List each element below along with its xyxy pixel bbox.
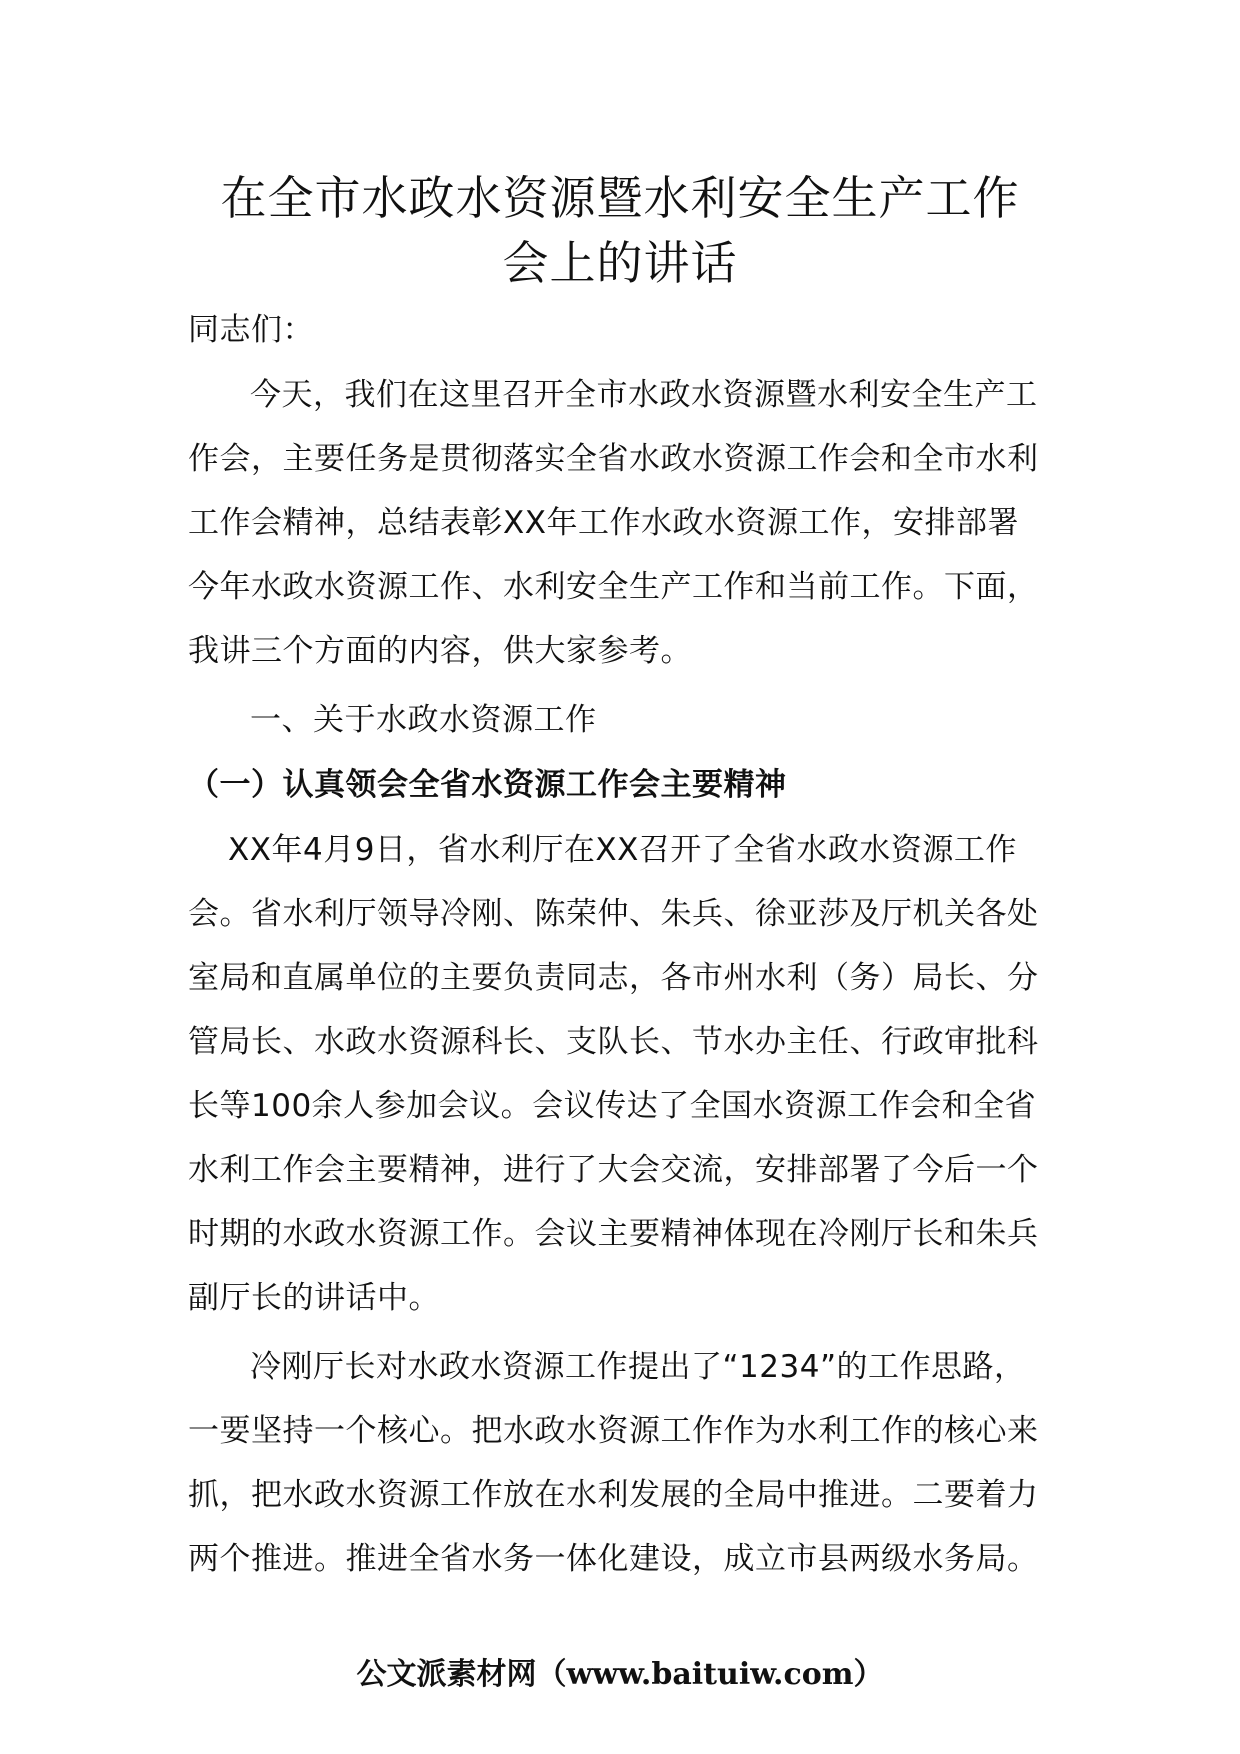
paragraph-1 [188, 363, 1064, 683]
paragraph-line: 今年水政水资源工作、水利安全生产工作和当前工作。下面， [188, 569, 1039, 605]
document-title-line-2: 会上的讲话 [502, 236, 738, 290]
paragraph-line: 工作会精神，总结表彰XX年工作水政水资源工作，安排部署 [188, 505, 1019, 541]
paragraph-2 [188, 818, 1064, 1330]
paragraph-line: 抓，把水政水资源工作放在水利发展的全局中推进。二要着力 [188, 1477, 1039, 1513]
paragraph-line: XX年4月9日，省水利厅在XX召开了全省水政水资源工作 [228, 832, 1017, 868]
greeting: 同志们： [188, 312, 314, 348]
document-title-line-1: 在全市水政水资源暨水利安全生产工作 [220, 171, 1020, 225]
paragraph-line: 管局长、水政水资源科长、支队长、节水办主任、行政审批科 [188, 1024, 1039, 1060]
paragraph-line: 副厅长的讲话中。 [188, 1280, 440, 1316]
subheading-1: （一）认真领会全省水资源工作会主要精神 [188, 767, 787, 803]
section-heading-1: 一、关于水政水资源工作 [250, 702, 597, 738]
paragraph-line: 时期的水政水资源工作。会议主要精神体现在冷刚厅长和朱兵 [188, 1216, 1039, 1252]
paragraph-line: 会。省水利厅领导冷刚、陈荣仲、朱兵、徐亚莎及厅机关各处 [188, 896, 1039, 932]
paragraph-line: 我讲三个方面的内容，供大家参考。 [188, 633, 692, 669]
paragraph-line: 室局和直属单位的主要负责同志，各市州水利（务）局长、分 [188, 960, 1039, 996]
paragraph-line: 一要坚持一个核心。把水政水资源工作作为水利工作的核心来 [188, 1413, 1039, 1449]
footer-watermark: 公文派素材网（www.baituiw.com） [356, 1657, 884, 1692]
paragraph-line: 水利工作会主要精神，进行了大会交流，安排部署了今后一个 [188, 1152, 1039, 1188]
paragraph-line: 今天，我们在这里召开全市水政水资源暨水利安全生产工 [250, 377, 1038, 413]
paragraph-3 [188, 1335, 1064, 1591]
paragraph-line: 作会，主要任务是贯彻落实全省水政水资源工作会和全市水利 [188, 441, 1039, 477]
paragraph-line: 两个推进。推进全省水务一体化建设，成立市县两级水务局。 [188, 1541, 1039, 1577]
paragraph-line: 长等100余人参加会议。会议传达了全国水资源工作会和全省 [188, 1088, 1037, 1124]
paragraph-line: 冷刚厅长对水政水资源工作提出了“1234”的工作思路， [250, 1349, 1026, 1385]
